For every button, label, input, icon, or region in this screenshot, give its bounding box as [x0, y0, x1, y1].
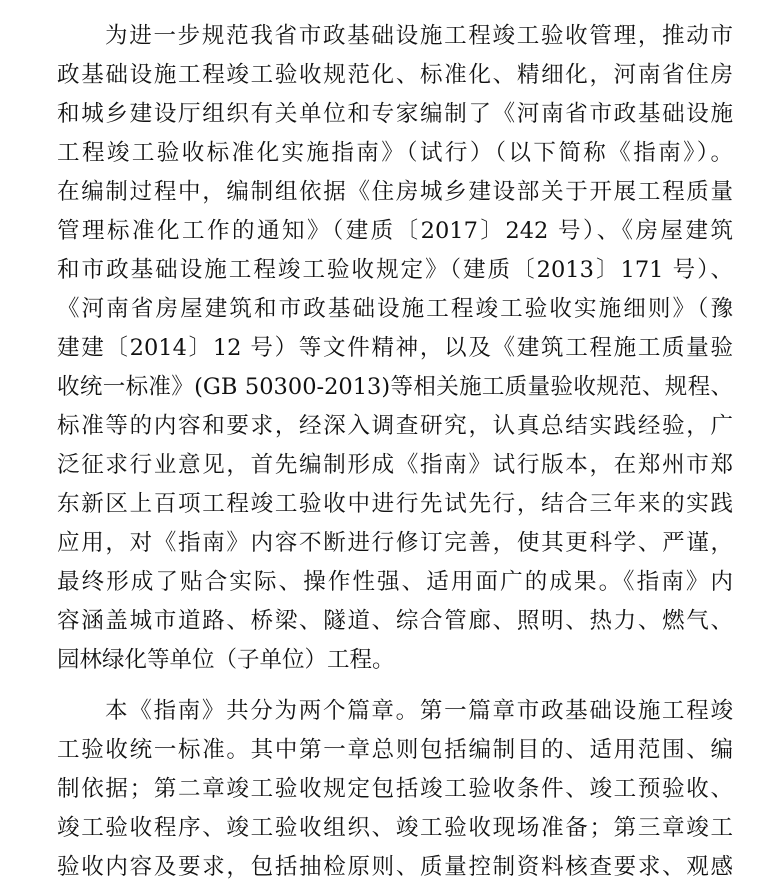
paragraph-1-line-12: 泛征求行业意见，首先编制形成《指南》试行版本，在郑州市郑 — [57, 452, 733, 478]
paragraph-1-line-13: 东新区上百项工程竣工验收中进行先试先行，结合三年来的实践 — [57, 491, 733, 517]
paragraph-1-line-6: 管理标准化工作的通知》（建质〔2017〕242 号）、《房屋建筑 — [57, 218, 733, 244]
paragraph-1-line-9: 建建〔2014〕12 号）等文件精神，以及《建筑工程施工质量验 — [57, 335, 733, 361]
paragraph-1-line-14: 应用，对《指南》内容不断进行修订完善，使其更科学、严谨， — [57, 530, 733, 556]
paragraph-1-line-8: 《河南省房屋建筑和市政基础设施工程竣工验收实施细则》（豫 — [57, 296, 733, 322]
paragraph-1-line-4: 工程竣工验收标准化实施指南》（试行）（以下简称《指南》）。 — [57, 140, 733, 166]
paragraph-1-line-11: 标准等的内容和要求，经深入调查研究，认真总结实践经验，广 — [57, 413, 733, 439]
paragraph-2-line-2: 工验收统一标准。其中第一章总则包括编制目的、适用范围、编 — [57, 737, 733, 763]
paragraph-2-line-3: 制依据；第二章竣工验收规定包括竣工验收条件、竣工预验收、 — [57, 776, 733, 802]
paragraph-1-line-5: 在编制过程中，编制组依据《住房城乡建设部关于开展工程质量 — [57, 179, 733, 205]
paragraph-1-line-3: 和城乡建设厅组织有关单位和专家编制了《河南省市政基础设施 — [57, 101, 733, 127]
paragraph-1-line-2: 政基础设施工程竣工验收规范化、标准化、精细化，河南省住房 — [57, 62, 733, 88]
paragraph-1-line-15: 最终形成了贴合实际、操作性强、适用面广的成果。《指南》内 — [57, 569, 733, 595]
paragraph-2-line-4: 竣工验收程序、竣工验收组织、竣工验收现场准备；第三章竣工 — [57, 815, 733, 841]
paragraph-2-line-1: 本《指南》共分为两个篇章。第一篇章市政基础设施工程竣 — [105, 698, 733, 724]
paragraph-1-line-16: 容涵盖城市道路、桥梁、隧道、综合管廊、照明、热力、燃气、 — [57, 608, 733, 634]
paragraph-1-line-17: 园林绿化等单位（子单位）工程。 — [57, 647, 395, 673]
paragraph-1-line-10: 收统一标准》(GB 50300-2013)等相关施工质量验收规范、规程、 — [57, 374, 733, 400]
paragraph-2-line-5: 验收内容及要求，包括抽检原则、质量控制资料核查要求、观感 — [57, 854, 733, 880]
paragraph-1-line-7: 和市政基础设施工程竣工验收规定》（建质〔2013〕171 号）、 — [57, 257, 733, 283]
paragraph-1-line-1: 为进一步规范我省市政基础设施工程竣工验收管理，推动市 — [105, 23, 733, 49]
